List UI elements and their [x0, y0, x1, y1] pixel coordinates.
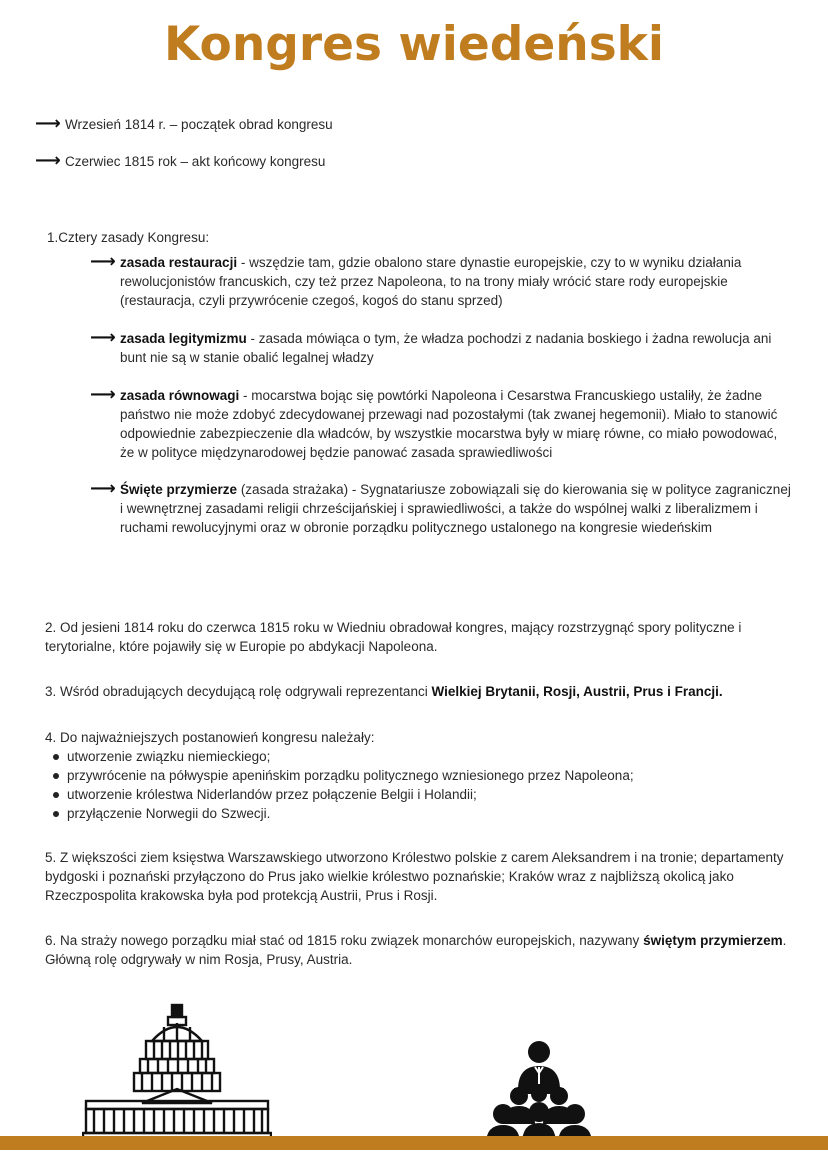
paragraph-3-text: 3. Wśród obradujących decydującą rolę odgrywali reprezentanci: [45, 684, 432, 699]
paragraph-3-bold: Wielkiej Brytanii, Rosji, Austrii, Prus i Francji.: [431, 684, 723, 699]
arrow-right-icon: ⟶: [90, 251, 116, 272]
paragraph-6-bold: świętym przymierzem: [643, 933, 783, 948]
list-item: utworzenie królestwa Niderlandów przez połączenie Belgii i Holandii;: [45, 785, 790, 804]
paragraph-4-heading: 4. Do najważniejszych postanowień kongresu należały:: [45, 730, 375, 745]
principle-holy-alliance: [90, 480, 795, 537]
paragraph-3: [45, 682, 790, 701]
timeline-text: Czerwiec 1815 rok – akt końcowy kongresu: [65, 154, 326, 169]
footer-accent-bar: [0, 1136, 828, 1150]
principle-description: - zasada mówiąca o tym, że władza pochodzi z nadania boskiego i żadna rewolucja ani bunt nie są w stanie obalić legalnej władzy: [120, 331, 772, 365]
paragraph-6: [45, 931, 790, 969]
timeline-text: Wrzesień 1814 r. – początek obrad kongresu: [65, 117, 333, 132]
decisions-list: [45, 747, 790, 823]
arrow-right-icon: ⟶: [35, 150, 61, 171]
paragraph-5: 5. Z większości ziem księstwa Warszawskiego utworzono Królestwo polskie z carem Aleksandrem i na tronie; departamenty bydgoski i poznański przyłączono do Prus jako wielkie królestwo poznańskie; Kraków wraz z najbliższą okolicą jako Rzeczpospolita krakowska była pod protekcją Austrii, Prus i Rosji.: [45, 850, 784, 903]
principle-description: (zasada strażaka) - Sygnatariusze zobowiązali się do kierowania się w polityce zagranicznej i wewnętrznej zasadami religii chrześcijańskiej i sprawiedliwości, a także do wspólnej walki z liberalizmem i ruchami rewolucyjnymi oraz w obronie porządku politycznego ustalonego na kongresie wiedeńskim: [120, 482, 791, 535]
principle-term: zasada restauracji: [120, 255, 238, 270]
principle-description: - mocarstwa bojąc się powtórki Napoleona i Cesarstwa Francuskiego ustaliły, że żadne państwo nie może zdobyć zdecydowanej przewagi nad pozostałymi (tak zwanej hegemonii). Miało to stanowić odpowiednie zabezpieczenie dla władców, by wszystkie mocarstwa były w miarę równe, co miało powodować, że w polityce międzynarodowej będzie panować zasada sprawiedliwości: [120, 388, 778, 460]
meeting-audience-icon: [486, 1040, 592, 1144]
principle-term: zasada legitymizmu: [120, 331, 247, 346]
paragraph-4: [45, 728, 790, 823]
arrow-right-icon: ⟶: [90, 478, 116, 499]
capitol-building-icon: [82, 1003, 272, 1141]
page-title: Kongres wiedeński: [163, 17, 665, 72]
principle-description: - wszędzie tam, gdzie obalono stare dynastie europejskie, czy to w wyniku działania rewolucjonistów francuskich, czy też przez Napoleona, to na trony miały wrócić stare rody europejskie (restauracja, czyli przywrócenie czegoś, kogoś do stanu sprzed): [120, 255, 742, 308]
list-item: przyłączenie Norwegii do Szwecji.: [45, 804, 790, 823]
paragraph-6-text: 6. Na straży nowego porządku miał stać od 1815 roku związek monarchów europejskich, nazywany: [45, 933, 644, 948]
arrow-right-icon: ⟶: [35, 113, 61, 134]
list-item: utworzenie związku niemieckiego;: [45, 747, 790, 766]
section-heading-principles: 1.Cztery zasady Kongresu:: [47, 230, 210, 245]
paragraph-2: 2. Od jesieni 1814 roku do czerwca 1815 roku w Wiedniu obradował kongres, mający rozstrzygnąć spory polityczne i terytorialne, które pojawiły się w Europie po abdykacji Napoleona.: [45, 620, 742, 654]
principle-legitimism: [90, 329, 795, 367]
arrow-right-icon: ⟶: [90, 384, 116, 405]
principle-restoration: [90, 253, 795, 310]
list-item: przywrócenie na półwyspie apenińskim porządku politycznego wzniesionego przez Napoleona;: [45, 766, 790, 785]
arrow-right-icon: ⟶: [90, 327, 116, 348]
principle-term: Święte przymierze: [120, 482, 238, 497]
paragraph-6-text-end: . Główną rolę odgrywały w nim Rosja, Prusy, Austria.: [45, 933, 787, 967]
principle-term: zasada równowagi: [120, 388, 240, 403]
principle-balance: [90, 386, 795, 462]
